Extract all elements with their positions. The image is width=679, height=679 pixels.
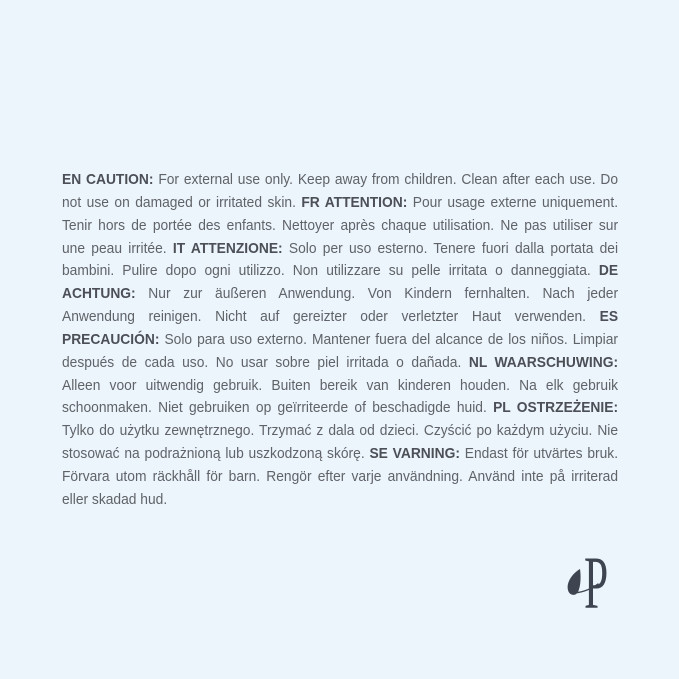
warning-text: bambini. Pulire dopo ogni utilizzo. Non utilizzare su pelle irritata o danneggiata. — [62, 262, 599, 280]
language-heading: DE — [598, 262, 619, 280]
warning-line — [62, 260, 618, 283]
warning-line — [62, 306, 618, 329]
warning-text: Solo per uso esterno. Tenere fuori dalla portata dei — [282, 239, 619, 257]
warning-line — [62, 352, 618, 375]
warning-line — [62, 169, 618, 192]
warning-text: Tenir hors de portée des enfants. Nettoyer après chaque utilisation. Ne pas utiliser sur — [62, 216, 619, 234]
warning-line — [62, 329, 618, 352]
warning-line — [62, 397, 618, 420]
warning-line — [62, 375, 618, 398]
warning-text: Alleen voor uitwendig gebruik. Buiten bereik van kinderen houden. Na elk gebruik — [62, 376, 619, 394]
language-heading: EN CAUTION: — [62, 171, 154, 188]
language-heading: FR ATTENTION: — [301, 193, 408, 211]
language-heading: ACHTUNG: — [62, 285, 136, 303]
warning-line — [62, 215, 618, 238]
leaf-icon — [568, 569, 581, 595]
warning-text: une peau irritée. — [62, 239, 173, 257]
brand-logo — [562, 552, 616, 612]
warning-text: Tylko do użytku zewnętrznego. Trzymać z dala od dzieci. Czyścić po każdym użyciu. Nie — [62, 422, 619, 440]
warning-text: Endast för utvärtes bruk. — [459, 445, 619, 463]
warning-text: For external use only. Keep away from children. Clean after each use. Do — [153, 171, 619, 188]
warning-text: Anwendung reinigen. Nicht auf gereizter oder verletzter Haut verwenden. — [62, 308, 600, 326]
logo-letter: P — [584, 552, 609, 612]
warning-line — [62, 283, 618, 306]
warning-text: después de cada uso. No usar sobre piel irritada o dañada. — [62, 353, 469, 371]
language-heading: NL WAARSCHUWING: — [468, 353, 619, 371]
language-heading: IT ATTENZIONE: — [172, 239, 283, 257]
warning-line — [62, 466, 618, 489]
warning-line — [62, 238, 618, 261]
warning-text-block — [62, 169, 618, 512]
warning-text: eller skadad hud. — [62, 490, 168, 508]
leaf-p-monogram — [562, 552, 616, 612]
language-heading: SE VARNING: — [369, 445, 460, 463]
warning-text: stosować na podrażnioną lub uszkodzoną skórę. — [62, 445, 370, 463]
warning-text: Solo para uso externo. Mantener fuera del alcance de los niños. Limpiar — [159, 330, 619, 348]
warning-text: Förvara utom räckhåll för barn. Rengör efter varje användning. Använd inte på irriterad — [62, 467, 619, 485]
language-heading: PL OSTRZEŻENIE: — [493, 399, 619, 417]
warning-line — [62, 489, 618, 512]
warning-text: Nur zur äußeren Anwendung. Von Kindern fernhalten. Nach jeder — [135, 285, 619, 303]
warning-text: Pour usage externe uniquement. — [407, 193, 619, 211]
language-heading: ES — [599, 308, 619, 326]
warning-line — [62, 443, 618, 466]
warning-text: schoonmaken. Niet gebruiken op geïrriteerde of beschadigde huid. — [62, 399, 494, 417]
warning-text: not use on damaged or irritated skin. — [62, 193, 302, 211]
language-heading: PRECAUCIÓN: — [62, 330, 160, 348]
warning-line — [62, 420, 618, 443]
warning-line — [62, 192, 618, 215]
